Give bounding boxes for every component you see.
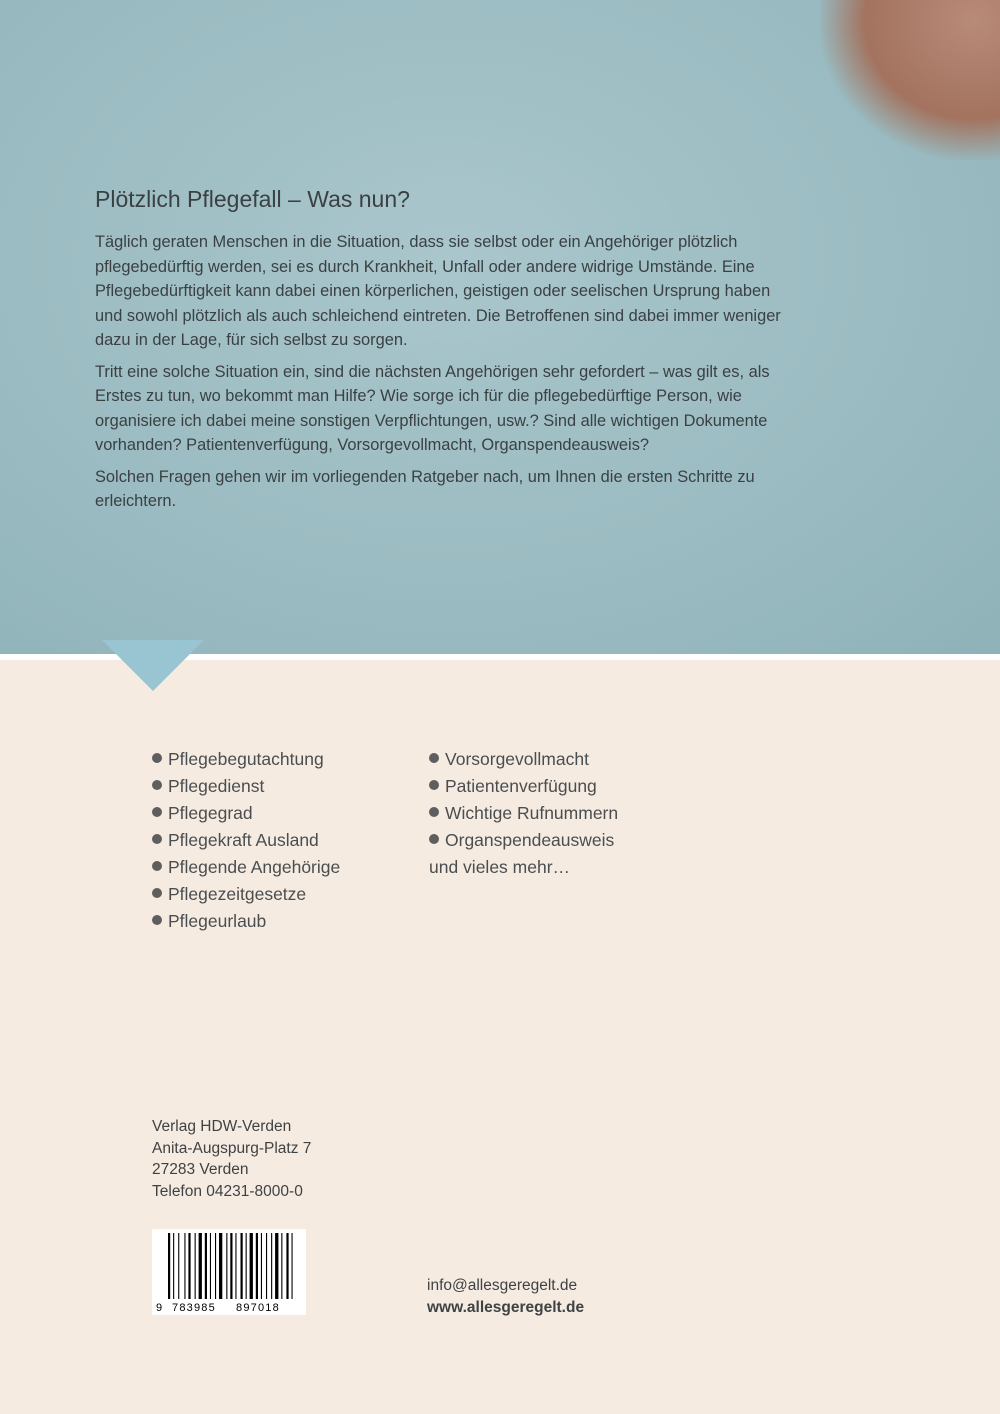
barcode-bar [281,1233,282,1299]
bullet-icon [152,834,162,844]
bullet-icon [429,753,439,763]
triangle-marker [102,640,204,691]
barcode-digits-left: 783985 [172,1302,216,1314]
barcode-bar [230,1233,232,1299]
list-item [429,746,618,773]
list-item-label: Pflegende Angehörige [168,857,341,877]
list-item [429,827,618,854]
barcode-bar [241,1233,243,1299]
publisher-name: Verlag HDW-Verden [152,1118,292,1135]
list-item [152,881,340,908]
intro-text [95,230,785,521]
barcode-bar [286,1233,288,1299]
list-item-label: Pflegegrad [168,803,253,823]
list-item [429,800,618,827]
list-item-label: Pflegebegutachtung [168,749,324,769]
intro-paragraph-1: Täglich geraten Menschen in die Situation, dass sie selbst oder ein Angehöriger plötzlich pflegebedürftig werden, sei es durch Krankheit, Unfall oder andere widrige Umstände. Eine Pflegebedürftigkeit kann dabei einen körperlichen, geistigen oder seelischen Ursprung haben und sowohl plötzlich als auch schleichend eintreten. Die Betroffenen sind dabei immer weniger dazu in der Lage, für sich selbst zu sorgen. [95,233,781,349]
bullet-icon [429,807,439,817]
list-item [152,746,340,773]
list-item-label: Pflegezeitgesetze [168,884,307,904]
barcode-bar [173,1233,174,1299]
barcode-bar [271,1233,272,1299]
barcode-bar [199,1233,202,1299]
barcode-bar [188,1233,190,1299]
barcode-bar [292,1233,293,1299]
list-item-label: Wichtige Rufnummern [445,803,619,823]
more-topics-text: und vieles mehr… [429,857,571,877]
barcode-bar [178,1233,179,1299]
barcode-graphic [152,1229,306,1315]
barcode-bar [275,1233,278,1299]
isbn-barcode [152,1229,306,1315]
bullet-icon [152,888,162,898]
publisher-phone: Telefon 04231-8000-0 [152,1182,303,1200]
barcode-digit-first: 9 [156,1302,163,1314]
barcode-bar [184,1233,185,1299]
contact-website[interactable]: www.allesgeregelt.de [427,1299,585,1316]
barcode-bar [256,1233,258,1299]
bullet-icon [152,753,162,763]
bullet-icon [152,807,162,817]
barcode-bar [195,1233,196,1299]
barcode-bar [205,1233,207,1299]
list-item-label: Pflegeurlaub [168,911,267,931]
publisher-city: 27283 Verden [152,1161,249,1178]
barcode-bar [266,1233,267,1299]
barcode-bar [246,1233,247,1299]
bullet-icon [429,834,439,844]
list-item [152,827,340,854]
contact-info [427,1275,584,1319]
publisher-address [152,1116,311,1202]
intro-paragraph-3: Solchen Fragen gehen wir im vorliegenden Ratgeber nach, um Ihnen die ersten Schritte zu erleichtern. [95,467,755,510]
list-item [152,800,340,827]
list-item-label: Patientenverfügung [445,776,597,796]
list-item [429,773,618,800]
barcode-bar [210,1233,211,1299]
list-item [152,854,340,881]
bullet-icon [152,861,162,871]
barcode-bar [235,1233,236,1299]
topic-list-left [152,746,340,935]
barcode-bar [261,1233,262,1299]
list-item [152,773,340,800]
publisher-street: Anita-Augspurg-Platz 7 [152,1139,312,1157]
barcode-bar [250,1233,253,1299]
barcode-digits-right: 897018 [236,1302,280,1314]
corner-hand-photo [820,0,1000,160]
bullet-icon [152,915,162,925]
barcode-bar [226,1233,227,1299]
list-item [152,908,340,935]
intro-paragraph-2: Tritt eine solche Situation ein, sind die nächsten Angehörigen sehr gefordert – was gilt es, als Erstes zu tun, wo bekommt man Hilfe? Wie sorge ich für die pflegebedürftige Person, wie organisiere ich dabei meine sonstigen Verpflichtungen, usw.? Sind alle wichtigen Dokumente vorhanden? Patientenverfügung, Vorsorgevollmacht, Organspendeausweis? [95,362,770,454]
list-item-label: Vorsorgevollmacht [445,749,589,769]
list-item-label: Organspendeausweis [445,830,615,850]
bullet-icon [429,780,439,790]
contact-email[interactable]: info@allesgeregelt.de [427,1277,578,1294]
barcode-bar [168,1233,170,1299]
list-item-label: Pflegedienst [168,776,265,796]
topic-list-right [429,746,618,881]
list-item-label: Pflegekraft Ausland [168,830,319,850]
bullet-icon [152,780,162,790]
barcode-bar [219,1233,222,1299]
barcode-bar [215,1233,216,1299]
page-title: Plötzlich Pflegefall – Was nun? [95,186,410,212]
